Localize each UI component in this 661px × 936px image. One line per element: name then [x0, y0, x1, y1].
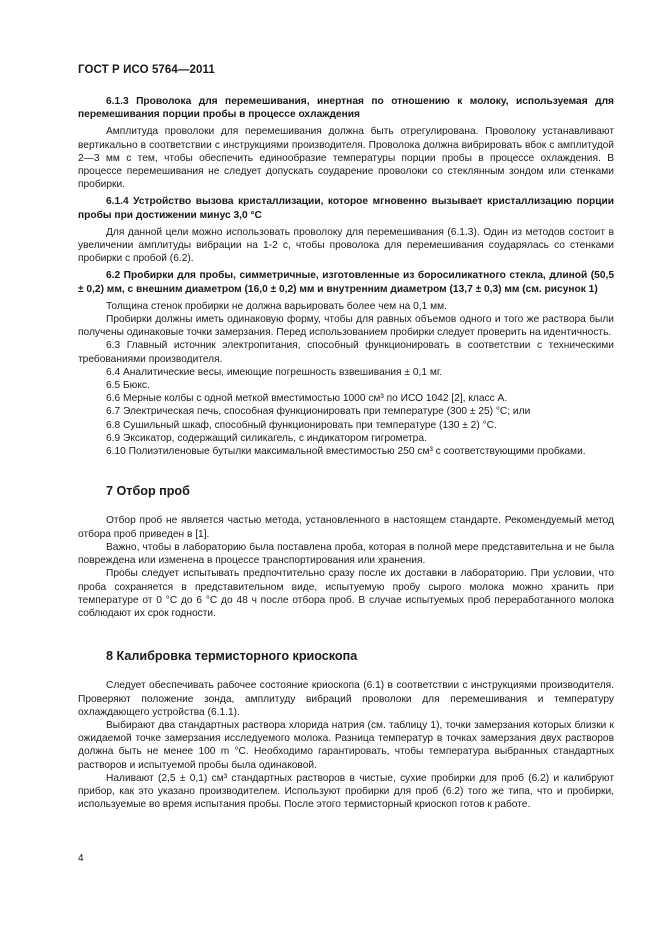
clause-6-8: 6.8 Сушильный шкаф, способный функционировать при температуре (130 ± 2) °С.: [106, 419, 497, 431]
clause-6-1-3-title: 6.1.3 Проволока для перемешивания, инертная по отношению к молоку, используемая для перемешивания порции пробы в процессе охлаждения: [78, 96, 614, 121]
clause-6-2-title: 6.2 Пробирки для пробы, симметричные, изготовленные из боросиликатного стекла, длиной (50,5 ± 0,2) мм, с внешним диаметром (16,0 ± 0,2) мм и внутренним диаметром (13,7 ± 0,3) мм (см. рисунок 1): [78, 270, 614, 295]
section-8-paragraph-3: Наливают (2,5 ± 0,1) см³ стандартных растворов в чистые, сухие пробирки для проб (6.2) и калибруют прибор, как это указано производителем. Используют пробирки для проб (6.2) того же типа, что и пробирки, используемые во время испытания пробы. После этого термисторный криоскоп готов к работе.: [78, 772, 614, 811]
clause-6-2-body-2: Пробирки должны иметь одинаковую форму, чтобы для равных объемов одного и того же раствора были получены одинаковые точки замерзания. Перед использованием пробирки следует проверить на идентичность.: [78, 314, 614, 339]
clause-6-4: 6.4 Аналитические весы, имеющие погрешность взвешивания ± 0,1 мг.: [106, 366, 443, 378]
clause-6-7: 6.7 Электрическая печь, способная функционировать при температуре (300 ± 25) °С; или: [106, 406, 531, 418]
document-body: [78, 95, 614, 811]
page-number: 4: [78, 853, 84, 864]
clause-6-10: 6.10 Полиэтиленовые бутылки максимальной вместимостью 250 см³ с соответствующими пробками.: [106, 446, 586, 458]
section-8-heading: 8 Калибровка термисторного криоскопа: [106, 649, 358, 664]
section-8-paragraph-1: Следует обеспечивать рабочее состояние криоскопа (6.1) в соответствии с инструкциями производителя. Проверяют положение зонда, амплитуду вибраций проволоки для перемешивания и температуру охлаждающего устройства (6.1.1).: [78, 680, 614, 718]
clause-6-9: 6.9 Эксикатор, содержащий силикагель, с индикатором гигрометра.: [106, 432, 427, 444]
section-8-paragraph-2: Выбирают два стандартных раствора хлорида натрия (см. таблицу 1), точки замерзания которых близки к ожидаемой точке замерзания исследуемого молока. Разница температур в точках замерзания двух растворов должна быть не менее 100 m °С. Необходимо гарантировать, чтобы температура выбранных стандартных растворов и испытуемой пробы была одинаковой.: [78, 719, 614, 771]
clause-6-2-body-1: Толщина стенок пробирки не должна варьировать более чем на 0,1 мм.: [106, 300, 447, 312]
clause-6-1-4-body: Для данной цели можно использовать проволоку для перемешивания (6.1.3). Один из методов состоит в увеличении амплитуды вибрации на 1-2 с, чтобы проволока для перемешивания соударялась со стенками пробирки с пробой (6.2).: [78, 226, 614, 265]
page-header: ГОСТ Р ИСО 5764—2011: [78, 64, 215, 76]
section-7-heading: 7 Отбор проб: [106, 484, 190, 499]
section-7-paragraph-2: Важно, чтобы в лабораторию была поставлена проба, которая в полной мере представительна и не была повреждена или изменена в процессе транспортирования или хранения.: [78, 541, 614, 567]
clause-6-6: 6.6 Мерные колбы с одной меткой вместимостью 1000 см³ по ИСО 1042 [2], класс А.: [106, 393, 508, 405]
clause-6-5: 6.5 Бюкс.: [106, 380, 150, 392]
section-7-paragraph-1: Отбор проб не является частью метода, установленного в настоящем стандарте. Рекомендуемый метод отбора проб приведен в [1].: [78, 515, 614, 540]
clause-6-3: 6.3 Главный источник электропитания, способный функционировать в соответствии с техническими требованиями производителя.: [78, 340, 614, 365]
clause-6-1-3-body: Амплитуда проволоки для перемешивания должна быть отрегулирована. Проволоку устанавливают вертикально в соответствии с инструкциями производителя. Проволока должна вибрировать вбок с амплитудой 2—3 мм с тем, чтобы обеспечить единообразие температуры порции пробы в процессе охлаждения. В процессе перемешивания не следует допускать соударение проволоки со стеклянным зондом или стенками пробирки.: [78, 126, 614, 191]
section-7-paragraph-3: Пробы следует испытывать предпочтительно сразу после их доставки в лабораторию. При условии, что проба сохраняется в представительном виде, испытуемую пробу сырого молока можно хранить при температуре от 0 °С до 6 °С до 48 ч после отбора проб. В случае испытуемых проб переработанного молока соблюдают их срок годности.: [78, 568, 614, 619]
clause-6-1-4-title: 6.1.4 Устройство вызова кристаллизации, которое мгновенно вызывает кристаллизацию порции пробы при достижении минус 3,0 °С: [78, 196, 614, 221]
